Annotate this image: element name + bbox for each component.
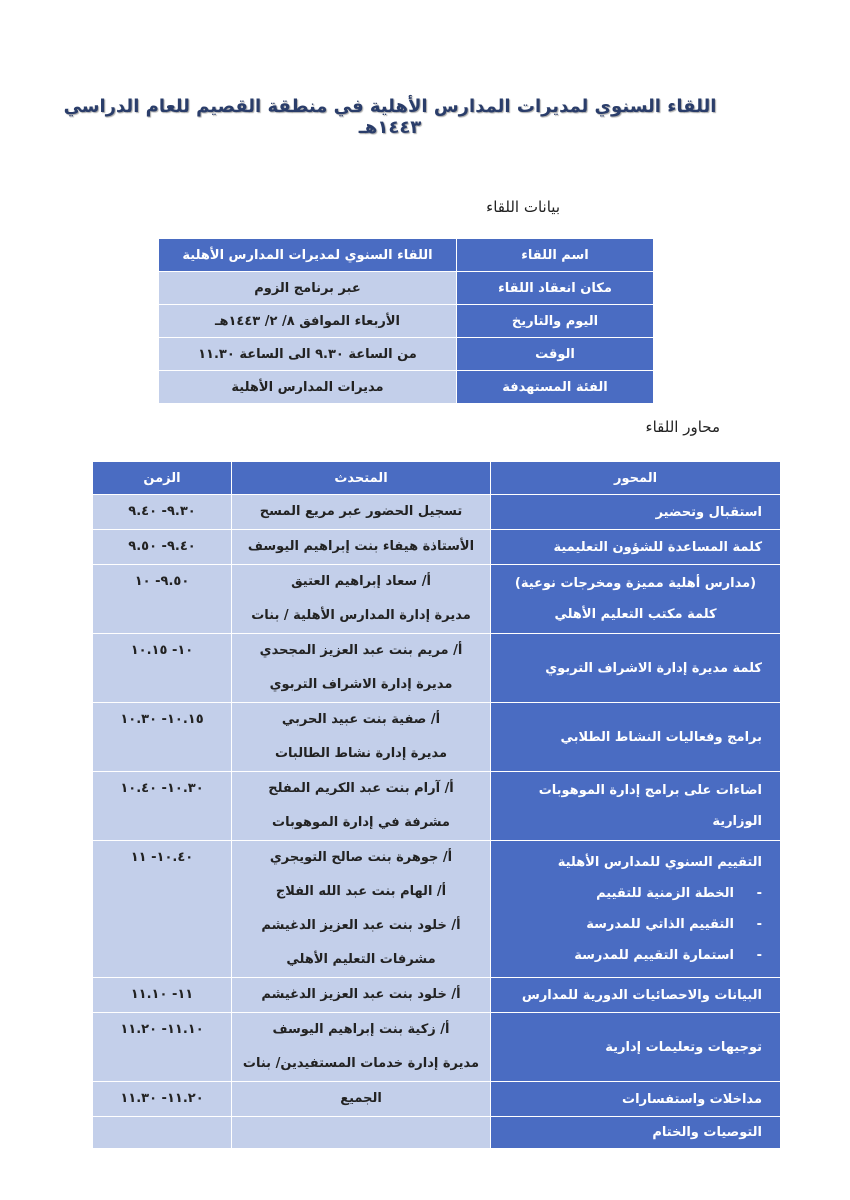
- axes-row: [93, 1082, 781, 1117]
- speaker-cell: [232, 495, 491, 530]
- info-row: [159, 272, 654, 305]
- axis-cell: [491, 978, 781, 1013]
- speaker-line: أ/ خلود بنت عبد العزيز الدغيشم: [261, 918, 461, 933]
- axes-row: [93, 495, 781, 530]
- axis-line: كلمة المساعدة للشؤون التعليمية: [553, 539, 762, 555]
- info-label: اسم اللقاء: [457, 239, 654, 272]
- axis-cell: [491, 634, 781, 703]
- document-title: اللقاء السنوي لمديرات المدارس الأهلية في منطقة القصيم للعام الدراسي ١٤٤٣هـ: [63, 96, 717, 138]
- time-range: ٩.٤٠- ٩.٥٠: [128, 539, 196, 554]
- axis-line: التوصيات والختام: [652, 1125, 762, 1140]
- speaker-line: مشرفة في إدارة الموهوبات: [272, 815, 450, 830]
- time-cell: [93, 841, 232, 978]
- time-range: ٩.٣٠- ٩.٤٠: [128, 504, 196, 519]
- speaker-cell: [232, 565, 491, 634]
- time-cell: [93, 634, 232, 703]
- axes-row: [93, 634, 781, 703]
- axis-cell: [491, 703, 781, 772]
- info-label: الوقت: [457, 338, 654, 371]
- speaker-line: مديرة إدارة نشاط الطالبات: [274, 746, 448, 761]
- header-axis: المحور: [491, 462, 781, 495]
- axes-row: [93, 565, 781, 634]
- time-cell: [93, 565, 232, 634]
- time-cell: [93, 772, 232, 841]
- speaker-cell: [232, 978, 491, 1013]
- axis-line: مداخلات واستفسارات: [622, 1091, 762, 1107]
- speaker-line: أ/ جوهرة بنت صالح التويجري: [269, 850, 453, 865]
- axes-row: [93, 1117, 781, 1149]
- info-value: الأربعاء الموافق ٨/ ٢/ ١٤٤٣هـ: [159, 305, 457, 338]
- axis-line: (مدارس أهلية مميزة ومخرجات نوعية): [514, 576, 757, 591]
- axes-row: [93, 1013, 781, 1082]
- axis-line: التقييم السنوي للمدارس الأهلية: [557, 855, 762, 870]
- axis-sub-item: - الخطة الزمنية للتقييم: [499, 878, 762, 909]
- header-speaker: المتحدث: [232, 462, 491, 495]
- axes-row: [93, 703, 781, 772]
- time-range: ١٠- ١٠.١٥: [130, 643, 194, 658]
- speaker-line: أ/ زكية بنت إبراهيم اليوسف: [272, 1022, 450, 1037]
- header-time: الزمن: [93, 462, 232, 495]
- time-range: ١٠.٤٠- ١١: [130, 850, 194, 865]
- speaker-cell: [232, 841, 491, 978]
- meeting-info-table: [158, 238, 654, 404]
- speaker-line: أ/ الهام بنت عبد الله الفلاج: [275, 884, 447, 899]
- info-value: مديرات المدارس الأهلية: [159, 371, 457, 404]
- axis-cell: [491, 1117, 781, 1149]
- speaker-line: مشرفات التعليم الأهلي: [286, 952, 436, 967]
- axis-line: البيانات والاحصائيات الدورية للمدارس: [521, 987, 762, 1003]
- time-cell: [93, 530, 232, 565]
- axis-line: توجيهات وتعليمات إدارية: [605, 1039, 762, 1055]
- info-row: [159, 305, 654, 338]
- speaker-line: الجميع: [340, 1091, 382, 1106]
- speaker-line: أ/ صفية بنت عبيد الحربي: [281, 712, 441, 727]
- time-cell: [93, 1082, 232, 1117]
- speaker-line: أ/ آرام بنت عبد الكريم المفلح: [268, 781, 454, 796]
- time-range: ١٠.٣٠- ١٠.٤٠: [120, 781, 204, 796]
- axes-row: [93, 841, 781, 978]
- axis-cell: [491, 1013, 781, 1082]
- speaker-cell: [232, 1013, 491, 1082]
- time-range: ١٠.١٥- ١٠.٣٠: [120, 712, 204, 727]
- info-heading: بيانات اللقاء: [486, 198, 560, 216]
- speaker-line: أ/ سعاد إبراهيم العتيق: [291, 574, 431, 589]
- speaker-cell: [232, 634, 491, 703]
- time-range: ٩.٥٠- ١٠: [134, 574, 190, 589]
- axis-cell: [491, 530, 781, 565]
- info-value: من الساعة ٩.٣٠ الى الساعة ١١.٣٠: [159, 338, 457, 371]
- time-range: ١١.٢٠- ١١.٣٠: [120, 1091, 204, 1106]
- info-row: [159, 338, 654, 371]
- speaker-line: مديرة إدارة الاشراف التربوي: [269, 677, 453, 692]
- axis-sub-item: - استمارة التقييم للمدرسة: [499, 940, 762, 971]
- speaker-cell: [232, 1117, 491, 1149]
- speaker-line: أ/ خلود بنت عبد العزيز الدغيشم: [261, 987, 461, 1002]
- info-row: [159, 239, 654, 272]
- speaker-line: أ/ مريم بنت عبد العزيز المجحدي: [259, 643, 463, 658]
- speaker-line: الأستاذة هيفاء بنت إبراهيم اليوسف: [247, 539, 475, 554]
- speaker-line: مديرة إدارة خدمات المستفيدين/ بنات: [242, 1056, 480, 1071]
- time-range: ١١.١٠- ١١.٢٠: [120, 1022, 204, 1037]
- time-range: ١١- ١١.١٠: [130, 987, 194, 1002]
- axis-sub-item: - التقييم الذاتي للمدرسة: [499, 909, 762, 940]
- speaker-cell: [232, 772, 491, 841]
- time-cell: [93, 1013, 232, 1082]
- axis-cell: [491, 772, 781, 841]
- speaker-line: مديرة إدارة المدارس الأهلية / بنات: [251, 608, 471, 623]
- info-label: مكان انعقاد اللقاء: [457, 272, 654, 305]
- axis-line: كلمة مديرة إدارة الاشراف التربوي: [545, 660, 762, 676]
- info-label: اليوم والتاريخ: [457, 305, 654, 338]
- speaker-cell: [232, 530, 491, 565]
- axes-row: [93, 530, 781, 565]
- info-value: عبر برنامج الزوم: [159, 272, 457, 305]
- info-label: الفئة المستهدفة: [457, 371, 654, 404]
- axes-heading: محاور اللقاء: [645, 418, 720, 436]
- speaker-line: تسجيل الحضور عبر مريع المسح: [259, 504, 463, 519]
- axis-line: كلمة مكتب التعليم الأهلي: [554, 607, 717, 622]
- axis-cell: [491, 495, 781, 530]
- axis-cell: [491, 841, 781, 978]
- axis-line: برامج وفعاليات النشاط الطلابي: [560, 729, 762, 745]
- time-cell: [93, 495, 232, 530]
- axis-cell: [491, 565, 781, 634]
- axis-line: اضاءات على برامج إدارة الموهوبات الوزارية: [538, 783, 762, 829]
- time-cell: [93, 1117, 232, 1149]
- meeting-axes-table: [92, 461, 781, 1149]
- axes-header-row: [93, 462, 781, 495]
- time-cell: [93, 978, 232, 1013]
- speaker-cell: [232, 703, 491, 772]
- axes-row: [93, 772, 781, 841]
- speaker-cell: [232, 1082, 491, 1117]
- info-row: [159, 371, 654, 404]
- axis-line: استقبال وتحضير: [655, 504, 762, 520]
- axis-cell: [491, 1082, 781, 1117]
- time-cell: [93, 703, 232, 772]
- info-value: اللقاء السنوي لمديرات المدارس الأهلية: [159, 239, 457, 272]
- axes-row: [93, 978, 781, 1013]
